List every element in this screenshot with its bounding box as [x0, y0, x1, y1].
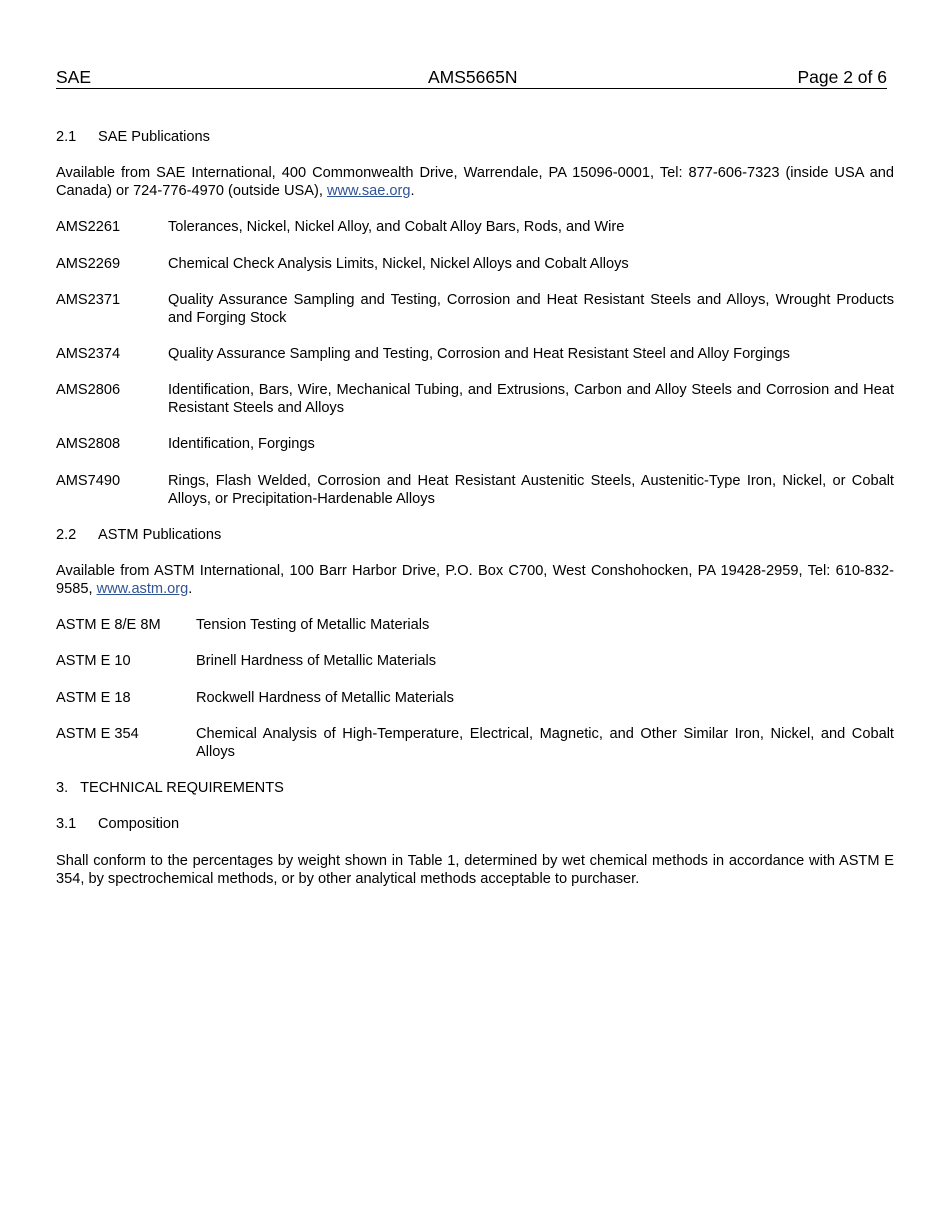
- reference-code: AMS2261: [56, 219, 121, 235]
- reference-code: AMS2269: [56, 256, 121, 272]
- reference-title: Brinell Hardness of Metallic Materials: [196, 653, 437, 669]
- reference-title: Identification, Bars, Wire, Mechanical Tubing, and Extrusions, Carbon and Alloy Steels and Corrosion and Heat Resistant Steels and Alloys: [168, 382, 894, 416]
- reference-title: Tolerances, Nickel, Nickel Alloy, and Cobalt Alloy Bars, Rods, and Wire: [168, 219, 625, 235]
- section-title: SAE Publications: [98, 129, 210, 145]
- reference-code: ASTM E 18: [56, 690, 131, 706]
- header-doc-number: AMS5665N: [428, 67, 518, 87]
- reference-code: ASTM E 354: [56, 726, 139, 742]
- section-number: 2.1: [56, 129, 77, 145]
- reference-code: ASTM E 8/E 8M: [56, 617, 161, 633]
- section-2-2-heading: [56, 526, 894, 544]
- sae-availability-paragraph: [56, 164, 894, 200]
- sae-website-link[interactable]: www.sae.org: [326, 183, 411, 199]
- section-3-heading: 3. TECHNICAL REQUIREMENTS: [56, 780, 284, 796]
- reference-code: AMS2374: [56, 346, 121, 362]
- header-page-number: Page 2 of 6: [797, 67, 887, 87]
- composition-paragraph: Shall conform to the percentages by weight shown in Table 1, determined by wet chemical methods in accordance with ASTM E 354, by spectrochemical methods, or by other analytical methods acceptable to purchaser.: [56, 853, 894, 887]
- reference-title: Quality Assurance Sampling and Testing, Corrosion and Heat Resistant Steels and Alloys, Wrought Products and Forging Stock: [168, 292, 894, 326]
- section-3-1-heading: [56, 815, 894, 833]
- section-title: ASTM Publications: [98, 527, 222, 543]
- page-header: [56, 67, 887, 89]
- section-number: 2.2: [56, 527, 77, 543]
- astm-availability-paragraph: [56, 562, 894, 598]
- reference-title: Rings, Flash Welded, Corrosion and Heat Resistant Austenitic Steels, Austenitic-Type Iron, Nickel, or Cobalt Alloys, or Precipitation-Hardenable Alloys: [168, 473, 894, 507]
- reference-title: Chemical Analysis of High-Temperature, Electrical, Magnetic, and Other Similar Iron, Nickel, and Cobalt Alloys: [196, 726, 894, 760]
- astm-website-link[interactable]: www.astm.org: [96, 581, 189, 597]
- astm-link-suffix: .: [188, 581, 193, 597]
- section-title: Composition: [98, 816, 180, 832]
- reference-title: Chemical Check Analysis Limits, Nickel, Nickel Alloys and Cobalt Alloys: [168, 256, 629, 272]
- astm-availability-text: Available from ASTM International, 100 Barr Harbor Drive, P.O. Box C700, West Conshohocken, PA 19428-2959, Tel: 610-832-9585,: [56, 563, 894, 597]
- reference-title: Quality Assurance Sampling and Testing, Corrosion and Heat Resistant Steel and Alloy Forgings: [168, 346, 790, 362]
- reference-code: AMS7490: [56, 473, 121, 489]
- reference-code: ASTM E 10: [56, 653, 131, 669]
- reference-title: Rockwell Hardness of Metallic Materials: [196, 690, 454, 706]
- section-2-1-heading: [56, 128, 894, 146]
- reference-code: AMS2806: [56, 382, 121, 398]
- reference-title: Tension Testing of Metallic Materials: [196, 617, 430, 633]
- sae-link-suffix: .: [410, 183, 415, 199]
- reference-title: Identification, Forgings: [168, 436, 315, 452]
- reference-code: AMS2371: [56, 292, 121, 308]
- sae-availability-text: Available from SAE International, 400 Commonwealth Drive, Warrendale, PA 15096-0001, Tel: 877-606-7323 (inside USA and Canada) or 724-776-4970 (outside USA),: [56, 165, 894, 199]
- reference-code: AMS2808: [56, 436, 121, 452]
- header-org: SAE: [56, 67, 92, 87]
- section-number: 3.1: [56, 816, 77, 832]
